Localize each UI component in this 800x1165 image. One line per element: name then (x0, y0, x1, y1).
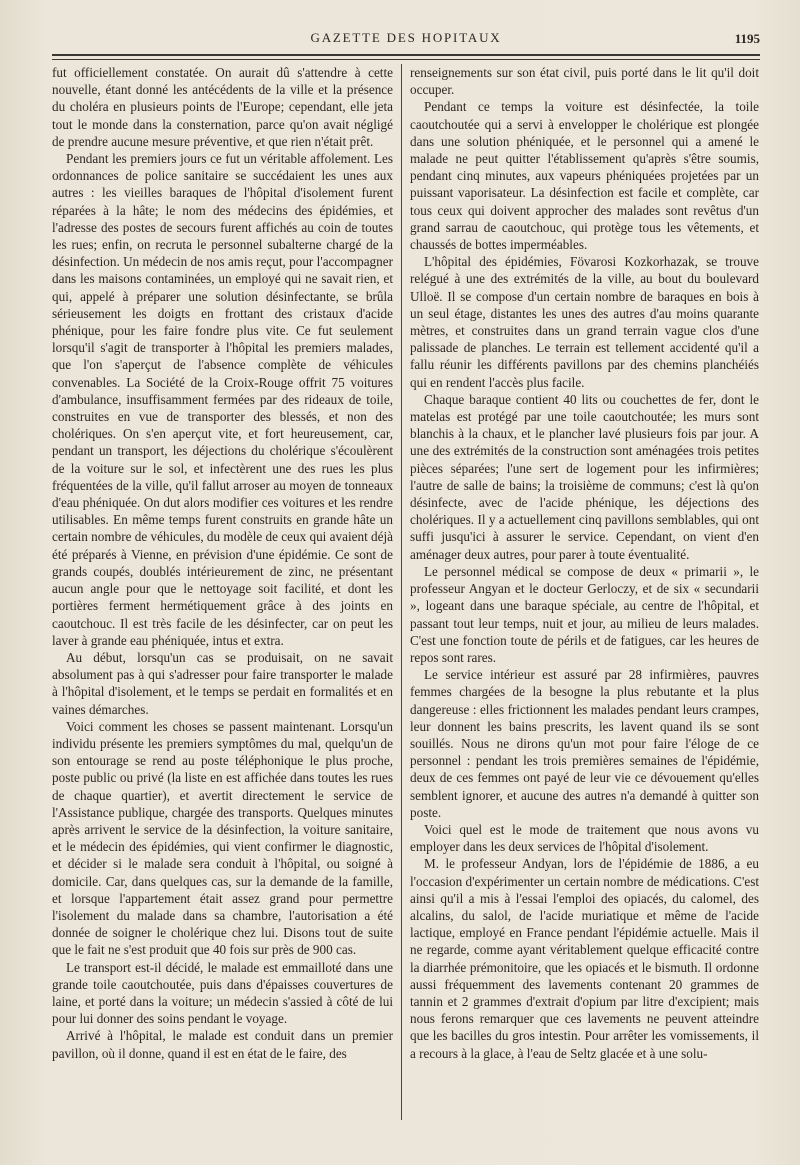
paragraph: L'hôpital des épidémies, Fövarosi Kozkorhazak, se trouve relégué à une des extrémités de la ville, au bout du boulevard Ulloë. Il se compose d'un certain nombre de baraques en bois à un seul étage, distantes les unes des autres d'au moins quarante mètres, et construites dans un grand terrain vague clos d'une palissade de planches. Le terrain est tellement accidenté qu'il a fallu réunir les différents pavillons par des chemins planchéiés qui en rendent l'accès plus facile. (410, 254, 759, 390)
paragraph: renseignements sur son état civil, puis porté dans le lit qu'il doit occuper. (410, 65, 759, 98)
column-divider (401, 64, 402, 1120)
paragraph: Chaque baraque contient 40 lits ou couchettes de fer, dont le matelas est protégé par une toile caoutchoutée; les murs sont blanchis à la chaux, et le plancher lavé plusieurs fois par jour. A une des extrémités de la construction sont aménagées trois petites pièces séparées; l'une sert de logement pour les infirmières; l'autre de salle de bains; la troisième de communs; c'est là qu'on désinfecte, avec de l'acide phénique, les déjections des cholériques. Il y a actuellement cinq pavillons semblables, qui ont suffi jusqu'ici à assurer le service. Cependant, on vient d'en aménager deux autres, pour parer à toute éventualité. (410, 391, 759, 562)
left-column (52, 64, 393, 1122)
paragraph: Au début, lorsqu'un cas se produisait, on ne savait absolument pas à qui s'adresser pour faire transporter le malade à l'hôpital d'isolement, et le temps se perdait en formalités et en vaines démarches. (52, 649, 393, 717)
page-header (52, 30, 760, 52)
paragraph: Le transport est-il décidé, le malade est emmailloté dans une grande toile caoutchoutée, puis dans d'épaisses couvertures de laine, et porté dans la voiture; un médecin s'assied à côté de lui pour lui donner des soins pendant le voyage. (52, 959, 393, 1027)
paragraph: fut officiellement constatée. On aurait dû s'attendre à cette nouvelle, étant donné les antécédents de la ville et la présence du choléra en plusieurs points de l'Europe; cependant, elle jeta tout le monde dans la consternation, parce qu'on avait négligé de prendre aucune mesure préventive, et que rien n'était prêt. (52, 65, 393, 149)
paragraph: Voici comment les choses se passent maintenant. Lorsqu'un individu présente les premiers symptômes du mal, quelqu'un de son entourage se rend au poste téléphonique le plus proche, poste public ou privé (la liste en est affichée dans toutes les rues de chaque quartier), et avertit directement le service de l'Assistance publique, chargée des transports. Quelques minutes après arrivent le service de la désinfection, la voiture sanitaire, et le médecin des épidémies, qui vient confirmer le diagnostic, et décider si le malade sera conduit à l'hôpital, ou soigné à domicile. Car, dans quelques cas, sur la demande de la famille, et lorsque l'appartement était assez grand pour permettre l'isolement du malade dans sa chambre, l'autorisation a été donnée de soigner le cholérique chez lui. Disons tout de suite que le fait ne s'est produit que 40 fois sur près de 900 cas. (52, 718, 393, 958)
paragraph: Le service intérieur est assuré par 28 infirmières, pauvres femmes chargées de la besogne la plus rebutante et la plus dangereuse : elles frictionnent les malades pendant leurs crampes, leur donnent les bains prescrits, les lavent quand ils se sont souillés. Nous ne dirons qu'un mot pour faire l'éloge de ce personnel : pendant les trois premières semaines de l'épidémie, deux de ces femmes ont payé de leur vie ce dévouement qu'elles semblent ignorer, et aucune des autres n'a demandé à quitter son poste. (410, 667, 759, 820)
paragraph: Le personnel médical se compose de deux « primarii », le professeur Angyan et le docteur Gerloczy, et de six « secundarii », logeant dans une baraque spéciale, au centre de l'hôpital, et passant tout leur temps, nuit et jour, au milieu de leurs malades. C'est une fonction toute de périls et de fatigues, car les heures de repos sont rares. (410, 563, 759, 665)
paragraph: Pendant les premiers jours ce fut un véritable affolement. Les ordonnances de police sanitaire se succédaient les unes aux autres : les vieilles baraques de l'hôpital d'isolement furent réparées à la hâte; le nom des médecins des épidémies, et l'adresse des postes de secours furent affichés au coin de toutes les rues; enfin, on recruta le personnel subalterne chargé de la désinfection. Un médecin de nos amis reçut, pour l'accompagner dans les maisons contaminées, un employé qui ne savait rien, et qui, appelé à préparer une solution désinfectante, se brûla sérieusement les doigts en frottant des cristaux d'acide phénique, pour les faire fondre plus vite. Ce fut seulement lorsqu'il s'agit de transporter à l'hôpital les premiers malades, que l'on s'aperçut de l'absence complète de véhicules convenables. La Société de la Croix-Rouge offrit 75 voitures d'ambulance, insuffisamment fermées par des rideaux de toile, construites en vue de transporter des blessés, et non des cholériques. On s'en aperçut vite, et fort heureusement, car, pendant un transport, les déjections du cholérique s'écoulèrent de la voiture sur le sol, et infectèrent une des rues les plus fréquentées de la ville, qu'il fallut arroser au moyen de tonneaux d'eau phéniquée. On dut alors modifier ces voitures et les rendre utilisables. En même temps furent construits en grande hâte un certain nombre de véhicules, du modèle de ceux qui avaient déjà été préparés à Vienne, en prévision d'une épidémie. Ce sont de grands coupés, doublés intérieurement de zinc, ne présentant aucun angle pour que le nettoyage soit facilité, et dont les portières ferment hermétiquement grâce à des joints en caoutchouc. Il est très facile de les désinfecter, car on peut les laver à grande eau phéniquée, intus et extra. (52, 151, 393, 648)
page-number: 1195 (734, 31, 760, 46)
paragraph: M. le professeur Andyan, lors de l'épidémie de 1886, a eu l'occasion d'expérimenter un certain nombre de médications. C'est ainsi qu'il a mis à l'essai l'emploi des opiacés, du calomel, des alcalins, du salol, de l'acide muriatique et même de l'acide lactique, employé en France pendant l'épidémie actuelle. Mais il ne regarde, comme ayant véritablement quelque efficacité contre la diarrhée prémonitoire, que les opiacés et le bismuth. Il ordonne aussi fréquemment des lavements contenant 20 grammes de tannin et 2 grammes d'extrait d'opium par litre d'excipient; mais nous ferons remarquer que ces lavements ne peuvent atteindre que les bacilles du gros intestin. Pour arrêter les vomissements, il a recours à la glace, à l'eau de Seltz glacée et à une solu- (410, 856, 759, 1061)
paragraph: Voici quel est le mode de traitement que nous avons vu employer dans les deux services de l'hôpital d'isolement. (410, 821, 759, 855)
running-title: GAZETTE DES HOPITAUX (310, 30, 502, 45)
header-rule-thick (52, 54, 760, 56)
header-rule-thin (52, 59, 760, 60)
paragraph: Pendant ce temps la voiture est désinfectée, la toile caoutchoutée qui a servi à envelopper le cholérique est plongée dans une solution phéniquée, et le personnel qui a amené le malade ne peut quitter l'établissement qu'après s'être soumis, pendant cinq minutes, aux vapeurs phéniquées projetées par un puissant vaporisateur. La désinfection est facile et complète, car tous ceux qui doivent approcher des malades sont revêtus d'un grand sarrau de caoutchouc, qui protège tous les vêtements, et chaussés de bottes imperméables. (410, 99, 759, 253)
paragraph: Arrivé à l'hôpital, le malade est conduit dans un premier pavillon, où il donne, quand il est en état de le faire, des (52, 1028, 393, 1061)
right-column (410, 64, 759, 1122)
